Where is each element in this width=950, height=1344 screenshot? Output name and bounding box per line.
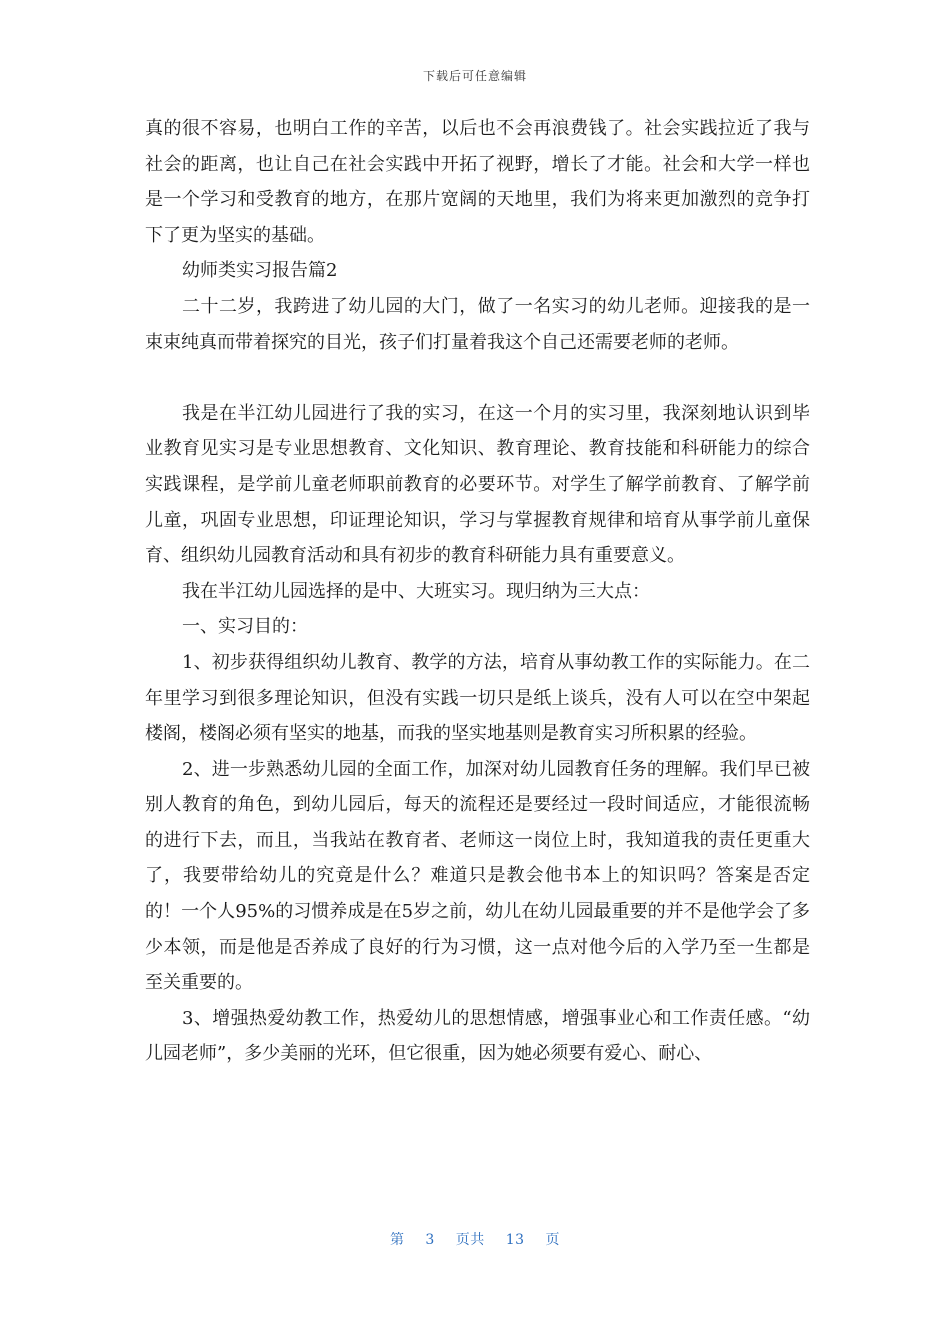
page-number-footer: [0, 1229, 950, 1249]
paragraph-summary: 我在半江幼儿园选择的是中、大班实习。现归纳为三大点：: [182, 580, 650, 602]
page-mid: 页共: [455, 1232, 485, 1248]
section-title: 幼师类实习报告篇2: [182, 260, 338, 282]
paragraph-point-1: 1、初步获得组织幼儿教育、教学的方法，培育从事幼教工作的实际能力。在二年里学习到很多理论知识，但没有实践一切只是纸上谈兵，没有人可以在空中架起楼阁，楼阁必须有坚实的地基，而我的坚实地基则是教育实习所积累的经验。: [145, 651, 810, 745]
page-suffix: 页: [545, 1232, 561, 1248]
blank-line: [145, 360, 810, 396]
paragraph-continued: 真的很不容易，也明白工作的辛苦，以后也不会再浪费钱了。社会实践拉近了我与社会的距离，也让自己在社会实践中开拓了视野，增长了才能。社会和大学一样也是一个学习和受教育的地方，在那片宽阔的天地里，我们为将来更加激烈的竞争打下了更为坚实的基础。: [145, 118, 810, 246]
page-header-note: 下载后可任意编辑: [422, 69, 527, 83]
page-prefix: 第: [389, 1232, 405, 1248]
paragraph-intro: 二十二岁，我跨进了幼儿园的大门，做了一名实习的幼儿老师。迎接我的是一束束纯真而带着探究的目光，孩子们打量着我这个自己还需要老师的老师。: [145, 295, 810, 353]
paragraph-point-2: 2、进一步熟悉幼儿园的全面工作，加深对幼儿园教育任务的理解。我们早已被别人教育的角色，到幼儿园后，每天的流程还是要经过一段时间适应，才能很流畅的进行下去，而且，当我站在教育者、老师这一岗位上时，我知道我的责任更重大了，我要带给幼儿的究竟是什么？难道只是教会他书本上的知识吗？答案是否定的！一个人95%的习惯养成是在5岁之前，幼儿在幼儿园最重要的并不是他学会了多少本领，而是他是否养成了良好的行为习惯，这一点对他今后的入学乃至一生都是至关重要的。: [145, 758, 810, 994]
paragraph-point-3: 3、增强热爱幼教工作，热爱幼儿的思想情感，增强事业心和工作责任感。“幼儿园老师”，多少美丽的光环，但它很重，因为她必须要有爱心、耐心、: [145, 1007, 810, 1065]
heading-purpose: 一、实习目的：: [182, 616, 308, 638]
page-current: 3: [425, 1232, 435, 1248]
page-total: 13: [505, 1232, 525, 1248]
paragraph-internship: 我是在半江幼儿园进行了我的实习，在这一个月的实习里，我深刻地认识到毕业教育见实习是专业思想教育、文化知识、教育理论、教育技能和科研能力的综合实践课程，是学前儿童老师职前教育的必要环节。对学生了解学前教育、了解学前儿童，巩固专业思想，印证理论知识，学习与掌握教育规律和培育从事学前儿童保育、组织幼儿园教育活动和具有初步的教育科研能力具有重要意义。: [145, 402, 810, 567]
document-body: [145, 111, 810, 1072]
